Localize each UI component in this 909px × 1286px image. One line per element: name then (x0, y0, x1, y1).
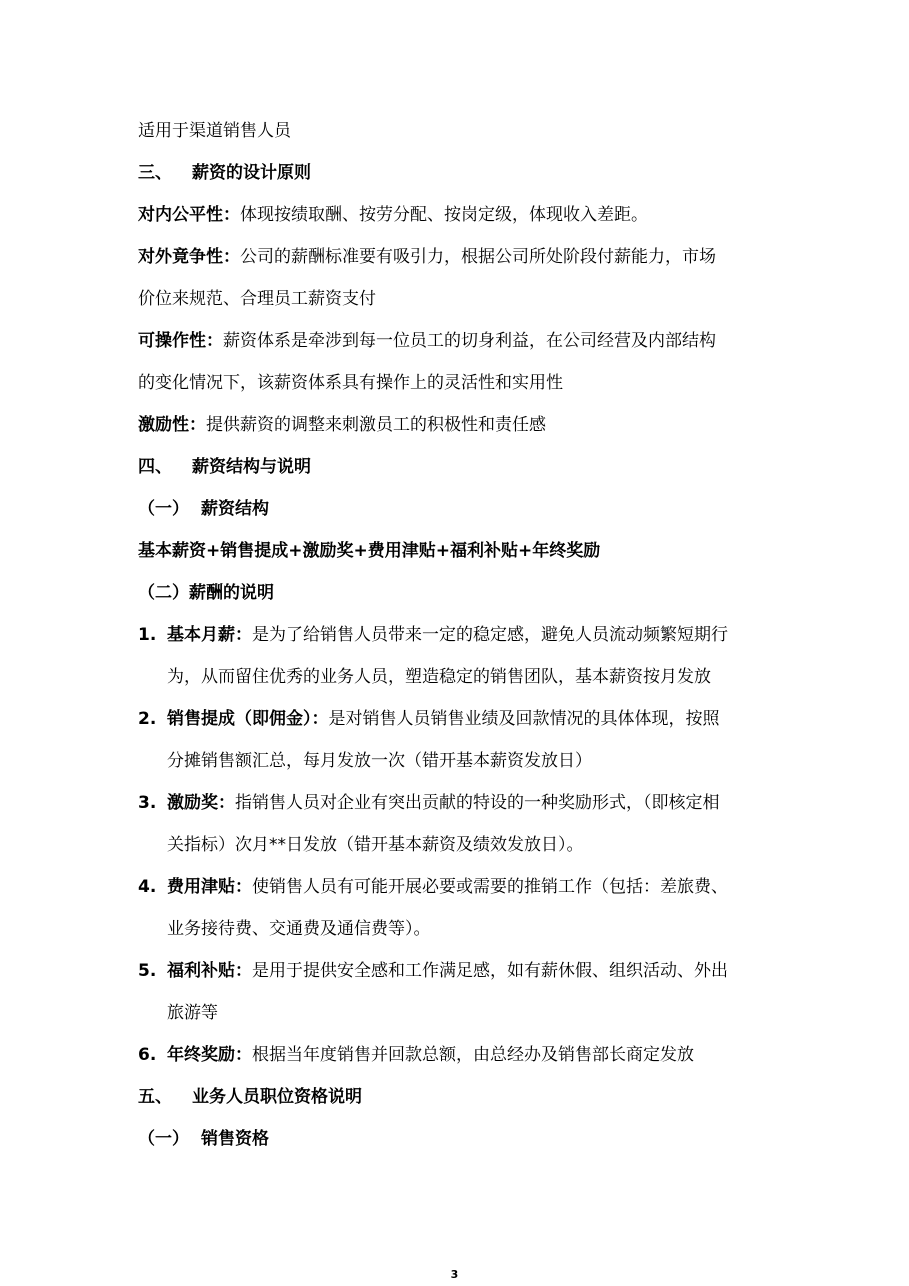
list-item (138, 624, 728, 646)
principle-external-continued (138, 288, 376, 310)
list-item-colon: ： (311, 709, 329, 729)
section-4-number: 四、 (138, 457, 172, 477)
section-4-sub1-number: （一） (138, 499, 189, 519)
principle-external (138, 246, 716, 268)
list-item (138, 960, 728, 982)
page-number: 3 (450, 1268, 459, 1281)
list-item-colon: ： (235, 1045, 252, 1065)
list-item-continued (167, 666, 711, 688)
list-item-number: 3. (138, 793, 157, 813)
list-item-label: 激励奖 (167, 793, 218, 813)
list-item-colon: ： (218, 793, 235, 813)
list-item (138, 876, 728, 898)
list-item-cont: 业务接待费、交通费及通信费等）。 (167, 919, 431, 939)
salary-structure-text: 基本薪资+销售提成+激励奖+费用津贴+福利补贴+年终奖励 (138, 541, 601, 561)
list-item-cont: 为，从而留住优秀的业务人员，塑造稳定的销售团队，基本薪资按月发放 (167, 667, 711, 687)
list-item-continued (167, 750, 592, 772)
principle-incentive-text: 提供薪资的调整来刺激员工的积极性和责任感 (206, 415, 546, 435)
section-4-title: 薪资结构与说明 (192, 457, 311, 477)
list-item (138, 1044, 694, 1066)
principle-internal-text: 体现按绩取酬、按劳分配、按岗定级，体现收入差距。 (240, 205, 648, 225)
section-5-title: 业务人员职位资格说明 (192, 1087, 362, 1107)
principle-operable-cont: 的变化情况下，该薪资体系具有操作上的灵活性和实用性 (138, 373, 563, 393)
list-item-continued (167, 1002, 218, 1024)
principle-incentive (138, 414, 546, 436)
list-item-cont: 分摊销售额汇总，每月发放一次（错开基本薪资发放日） (167, 751, 592, 771)
list-item-label: 福利补贴 (167, 961, 235, 981)
section-4-sub2-heading (138, 582, 274, 604)
section-3-heading (138, 162, 311, 184)
section-3-title: 薪资的设计原则 (192, 163, 311, 183)
principle-external-label: 对外竟争性： (138, 247, 240, 267)
list-item-number: 2. (138, 709, 157, 729)
list-item (138, 792, 720, 814)
section-4-sub1-title: 薪资结构 (201, 499, 269, 519)
section-3-number: 三、 (138, 163, 172, 183)
section-5-number: 五、 (138, 1087, 172, 1107)
section-4-heading (138, 456, 311, 478)
principle-internal (138, 204, 648, 226)
list-item-number: 6. (138, 1045, 157, 1065)
list-item-text: 是用于提供安全感和工作满足感，如有薪休假、组织活动、外出 (252, 961, 728, 981)
section-5-heading (138, 1086, 362, 1108)
section-5-sub1-title: 销售资格 (201, 1129, 269, 1149)
list-item-text: 是为了给销售人员带来一定的稳定感，避免人员流动频繁短期行 (252, 625, 728, 645)
intro-text: 适用于渠道销售人员 (138, 121, 291, 141)
salary-structure-formula (138, 540, 600, 562)
intro-line (138, 120, 291, 142)
section-4-sub1-heading (138, 498, 269, 520)
principle-operable-label: 可操作性： (138, 331, 223, 351)
list-item-number: 5. (138, 961, 157, 981)
list-item-continued (167, 834, 584, 856)
list-item-continued (167, 918, 431, 940)
list-item-number: 4. (138, 877, 157, 897)
list-item-colon: ： (235, 961, 252, 981)
principle-operable-text: 薪资体系是牵涉到每一位员工的切身利益，在公司经营及内部结构 (223, 331, 716, 351)
list-item-text: 使销售人员有可能开展必要或需要的推销工作（包括：差旅费、 (252, 877, 728, 897)
list-item-cont: 关指标）次月**日发放（错开基本薪资及绩效发放日）。 (167, 835, 584, 855)
list-item-label: 销售提成（即佣金） (167, 709, 312, 729)
list-item (138, 708, 720, 730)
principle-internal-label: 对内公平性： (138, 205, 240, 225)
list-item-text: 根据当年度销售并回款总额，由总经办及销售部长商定发放 (252, 1045, 694, 1065)
principle-external-text: 公司的薪酬标准要有吸引力，根据公司所处阶段付薪能力，市场 (240, 247, 716, 267)
list-item-text: 是对销售人员销售业绩及回款情况的具体体现，按照 (328, 709, 720, 729)
section-5-sub1-number: （一） (138, 1129, 189, 1149)
principle-incentive-label: 激励性： (138, 415, 206, 435)
section-5-sub1-heading (138, 1128, 269, 1150)
list-item-label: 年终奖励 (167, 1045, 235, 1065)
list-item-cont: 旅游等 (167, 1003, 218, 1023)
list-item-text: 指销售人员对企业有突出贡献的特设的一种奖励形式，（即核定相 (235, 793, 720, 813)
principle-operable (138, 330, 716, 352)
principle-operable-continued (138, 372, 563, 394)
principle-external-cont: 价位来规范、合理员工薪资支付 (138, 289, 376, 309)
list-item-colon: ： (235, 625, 252, 645)
list-item-number: 1. (138, 625, 157, 645)
list-item-colon: ： (235, 877, 252, 897)
list-item-label: 基本月薪 (167, 625, 235, 645)
list-item-label: 费用津贴 (167, 877, 235, 897)
section-4-sub2-title: （二）薪酬的说明 (138, 583, 274, 603)
